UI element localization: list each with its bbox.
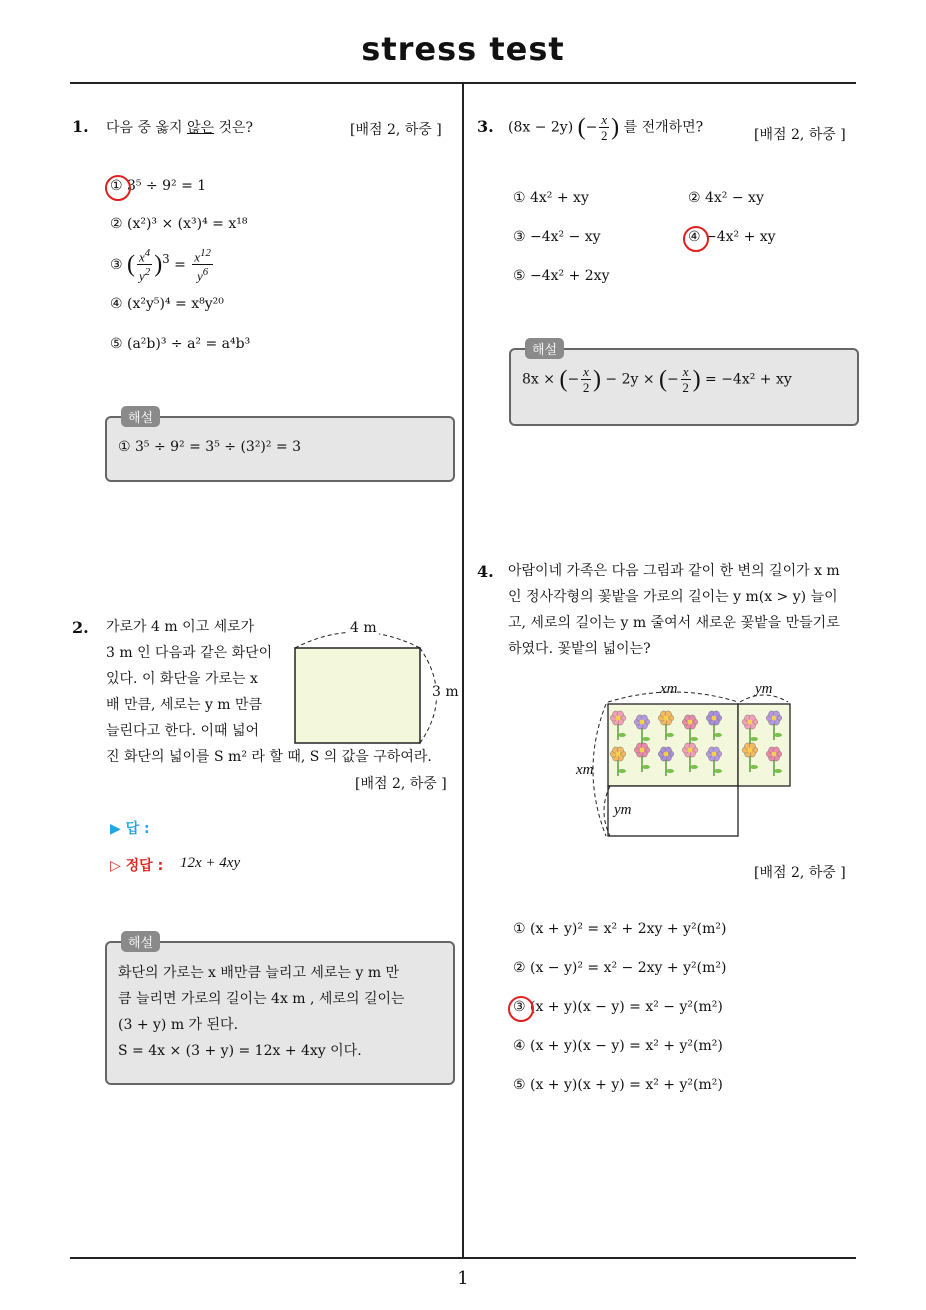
- page-title: stress test: [361, 30, 565, 68]
- solution-line: S = 4x × (3 + y) = 12x + 4xy 이다.: [118, 1043, 362, 1059]
- solution-part: 8x ×: [522, 371, 555, 388]
- solution-tag: 해설: [121, 406, 160, 427]
- correct-answer-label: ▷ 정답 :: [110, 858, 164, 874]
- correct-answer-value: 12x + 4xy: [180, 855, 241, 871]
- option-3[interactable]: ③ ( $\frac{x^4}{y^2}$ )$^3$ = $\frac{x^{12}}{y^6}$: [110, 247, 211, 284]
- option-4[interactable]: ④ (x + y)(x − y) = x² + y²(m²): [513, 1038, 723, 1054]
- option-1[interactable]: ① 3⁵ ÷ 9² = 1: [110, 178, 207, 194]
- question-line: 고, 세로의 길이는 y m 줄여서 새로운 꽃밭을 만들기로: [508, 615, 840, 631]
- solution-text: 8x × (− $\frac{x}{2}$ ) − 2y × (− $\frac{x}{2}$ ) = −4x² + xy: [522, 364, 792, 395]
- question-line: 가로가 4 m 이고 세로가: [106, 619, 255, 635]
- equals-sign: =: [174, 256, 186, 273]
- figure-label-xm-left: xm: [576, 762, 594, 778]
- solution-tag: 해설: [121, 931, 160, 952]
- solution-part: = −4x² + xy: [705, 371, 792, 388]
- score-meta: [배점 2, 하중 ]: [754, 127, 846, 143]
- stem-underlined: 않은: [186, 120, 215, 136]
- question-line: 있다. 이 화단을 가로는 x: [106, 671, 258, 687]
- figure-label-height: 3 m: [432, 684, 459, 700]
- solution-tag: 해설: [525, 338, 564, 359]
- figure-label-width: 4 m: [350, 620, 377, 636]
- question-number: 4.: [477, 562, 494, 581]
- option-5[interactable]: ⑤ −4x² + 2xy: [513, 268, 610, 284]
- option-5[interactable]: ⑤ (a²b)³ ÷ a² = a⁴b³: [110, 336, 251, 352]
- option-4[interactable]: ④ (x²y⁵)⁴ = x⁸y²⁰: [110, 296, 224, 312]
- score-meta: [배점 2, 하중 ]: [350, 122, 442, 138]
- option-1[interactable]: ① 4x² + xy: [513, 190, 589, 206]
- question-stem: (8x − 2y) (− $\frac{x}{2}$ ) 를 전개하면?: [508, 112, 704, 143]
- option-1[interactable]: ① (x + y)² = x² + 2xy + y²(m²): [513, 921, 727, 937]
- option-2[interactable]: ② (x − y)² = x² − 2xy + y²(m²): [513, 960, 727, 976]
- figure-label-ym-inner: ym: [614, 802, 632, 818]
- option-5[interactable]: ⑤ (x + y)(x + y) = x² + y²(m²): [513, 1077, 723, 1093]
- bottom-rule: [70, 1257, 856, 1259]
- option-3[interactable]: ③ −4x² − xy: [513, 229, 601, 245]
- question-number: 3.: [477, 117, 494, 136]
- figure-label-ym-top: ym: [755, 681, 773, 697]
- question-line: 아람이네 가족은 다음 그림과 같이 한 변의 길이가 x m: [508, 563, 840, 579]
- option-marker: ③: [110, 256, 123, 273]
- option-3[interactable]: ③ (x + y)(x − y) = x² − y²(m²): [513, 999, 723, 1015]
- stem-text: 를 전개하면?: [623, 119, 704, 136]
- figure-label-xm-top: xm: [660, 681, 678, 697]
- selected-mark-icon: [683, 226, 709, 252]
- page-number: 1: [457, 1268, 469, 1289]
- option-4[interactable]: ④ −4x² + xy: [688, 229, 776, 245]
- answer-label: ▶ 답 :: [110, 821, 150, 837]
- question-stem: [106, 115, 253, 141]
- solution-line: (3 + y) m 가 된다.: [118, 1017, 239, 1033]
- question-number: 2.: [72, 618, 89, 637]
- score-meta: [배점 2, 하중 ]: [754, 865, 846, 881]
- question-line: 늘린다고 한다. 이때 넓어: [106, 723, 260, 739]
- stem-expression: (8x − 2y): [508, 119, 574, 136]
- option-2[interactable]: ② 4x² − xy: [688, 190, 764, 206]
- column-divider: [462, 84, 464, 1257]
- solution-part: − 2y ×: [605, 371, 655, 388]
- question-line: 인 정사각형의 꽃밭을 가로의 길이는 y m(x > y) 늘이: [508, 589, 838, 605]
- stem-text: 것은?: [214, 120, 254, 136]
- stem-text: 다음 중 옳지: [106, 120, 187, 136]
- option-2[interactable]: ② (x²)³ × (x³)⁴ = x¹⁸: [110, 216, 248, 232]
- question-line: 진 화단의 넓이를 S m² 라 할 때, S 의 값을 구하여라.: [106, 749, 432, 765]
- solution-text: ① 3⁵ ÷ 9² = 3⁵ ÷ (3²)² = 3: [118, 439, 302, 455]
- question-line: 배 만큼, 세로는 y m 만큼: [106, 697, 263, 713]
- selected-mark-icon: [105, 175, 131, 201]
- question-line: 하였다. 꽃밭의 넓이는?: [508, 641, 651, 657]
- selected-mark-icon: [508, 996, 534, 1022]
- score-meta: [배점 2, 하중 ]: [355, 776, 447, 792]
- garden-figure: [570, 680, 810, 845]
- question-number: 1.: [72, 117, 89, 136]
- solution-line: 화단의 가로는 x 배만큼 늘리고 세로는 y m 만: [118, 965, 400, 981]
- solution-line: 큼 늘리면 가로의 길이는 4x m , 세로의 길이는: [118, 991, 405, 1007]
- question-line: 3 m 인 다음과 같은 화단이: [106, 645, 273, 661]
